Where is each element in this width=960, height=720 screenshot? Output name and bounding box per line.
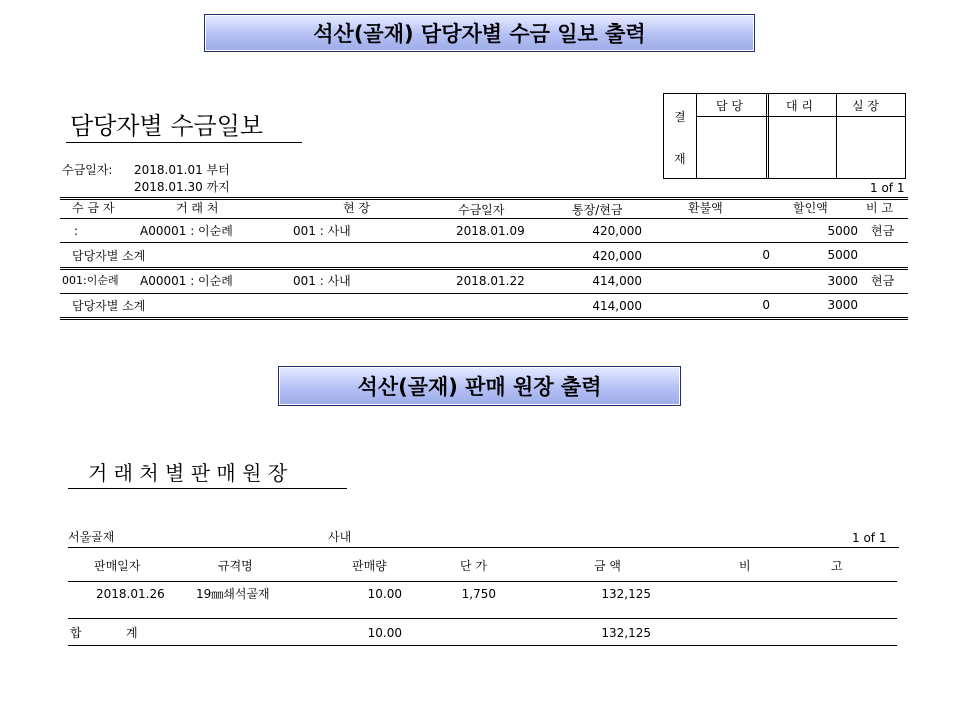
col-note2-b: 고 [831, 559, 843, 573]
report2-page: 1 of 1 [852, 531, 887, 545]
approval-col-staff: 담 당 [716, 99, 743, 113]
table2-header-rule [68, 581, 897, 582]
subtotal1-refund: 0 [762, 248, 770, 262]
approval-label-top: 결 [674, 110, 686, 124]
subtotal2-label: 담당자별 소계 [72, 299, 146, 313]
col-sale-date: 판매일자 [94, 559, 141, 573]
approval-label-bottom: 재 [674, 152, 686, 166]
approval-box [663, 93, 906, 179]
col-collector: 수 금 자 [72, 201, 115, 215]
report2-title-underline [68, 488, 347, 489]
ledger-row-qty: 10.00 [367, 587, 402, 601]
period-from: 2018.01.01 부터 [134, 163, 230, 177]
row2-collector: 001:이순례 [62, 274, 119, 287]
col-note2-a: 비 [739, 559, 751, 573]
row1-collector: : [74, 224, 79, 238]
subtotal1-label: 담당자별 소계 [72, 249, 146, 263]
row1-client: A00001 : 이순례 [140, 224, 233, 238]
report2-site: 사내 [328, 530, 352, 544]
col-date: 수금일자 [458, 203, 505, 217]
col-refund: 환불액 [688, 201, 723, 215]
col-note: 비 고 [866, 201, 893, 215]
total-qty: 10.00 [367, 626, 402, 640]
total-label-2: 계 [126, 626, 138, 640]
table2-bottom-rule [68, 645, 897, 646]
table1-top-rule [60, 197, 908, 200]
col-client: 거 래 처 [176, 201, 219, 215]
ledger-row-price: 1,750 [461, 587, 496, 601]
row2-client: A00001 : 이순례 [140, 274, 233, 288]
period-label: 수금일자: [62, 163, 113, 177]
report1-page: 1 of 1 [870, 181, 905, 195]
col-price: 단 가 [460, 559, 487, 573]
col-spec: 규격명 [218, 559, 253, 573]
col-discount: 할인액 [793, 201, 828, 215]
col-site: 현 장 [343, 201, 370, 215]
table1-bottom-rule [60, 317, 908, 320]
row1-amount: 420,000 [592, 224, 642, 238]
report1-title-underline [66, 142, 302, 143]
table2-top-rule [68, 547, 899, 548]
row1-note: 현금 [871, 224, 895, 238]
subtotal1-amount: 420,000 [592, 249, 642, 263]
total-label-1: 합 [70, 626, 82, 640]
subtotal2-refund: 0 [762, 298, 770, 312]
row1-discount: 5000 [827, 224, 858, 238]
subtotal2-amount: 414,000 [592, 299, 642, 313]
row2-discount: 3000 [827, 274, 858, 288]
report2-title: 거 래 처 별 판 매 원 장 [88, 461, 288, 485]
approval-col-chief: 실 장 [852, 99, 879, 113]
total-amount: 132,125 [601, 626, 651, 640]
row2-rule [60, 293, 908, 294]
col-amount2: 금 액 [594, 559, 621, 573]
section-banner-collection: 석산(골재) 담당자별 수금 일보 출력 [204, 14, 755, 52]
col-amount: 통장/현금 [572, 203, 623, 217]
row2-date: 2018.01.22 [456, 274, 525, 288]
subtotal1-discount: 5000 [827, 248, 858, 262]
row1-date: 2018.01.09 [456, 224, 525, 238]
ledger-row-amount: 132,125 [601, 587, 651, 601]
col-qty: 판매량 [352, 559, 387, 573]
ledger-row-date: 2018.01.26 [96, 587, 165, 601]
row2-site: 001 : 사내 [293, 274, 351, 288]
table1-header-rule [60, 218, 908, 219]
row2-note: 현금 [871, 274, 895, 288]
subtotal2-discount: 3000 [827, 298, 858, 312]
approval-col-deputy: 대 리 [786, 99, 813, 113]
table2-row-rule [68, 618, 897, 619]
row2-amount: 414,000 [592, 274, 642, 288]
report1-title: 담당자별 수금일보 [70, 112, 264, 140]
row1-site: 001 : 사내 [293, 224, 351, 238]
subtotal1-rule [60, 267, 908, 270]
period-to: 2018.01.30 까지 [134, 180, 230, 194]
section-banner-ledger: 석산(골재) 판매 원장 출력 [278, 366, 681, 406]
ledger-row-spec: 19㎜쇄석골재 [196, 587, 270, 601]
row1-rule [60, 242, 908, 243]
report2-client: 서울골재 [68, 530, 115, 544]
